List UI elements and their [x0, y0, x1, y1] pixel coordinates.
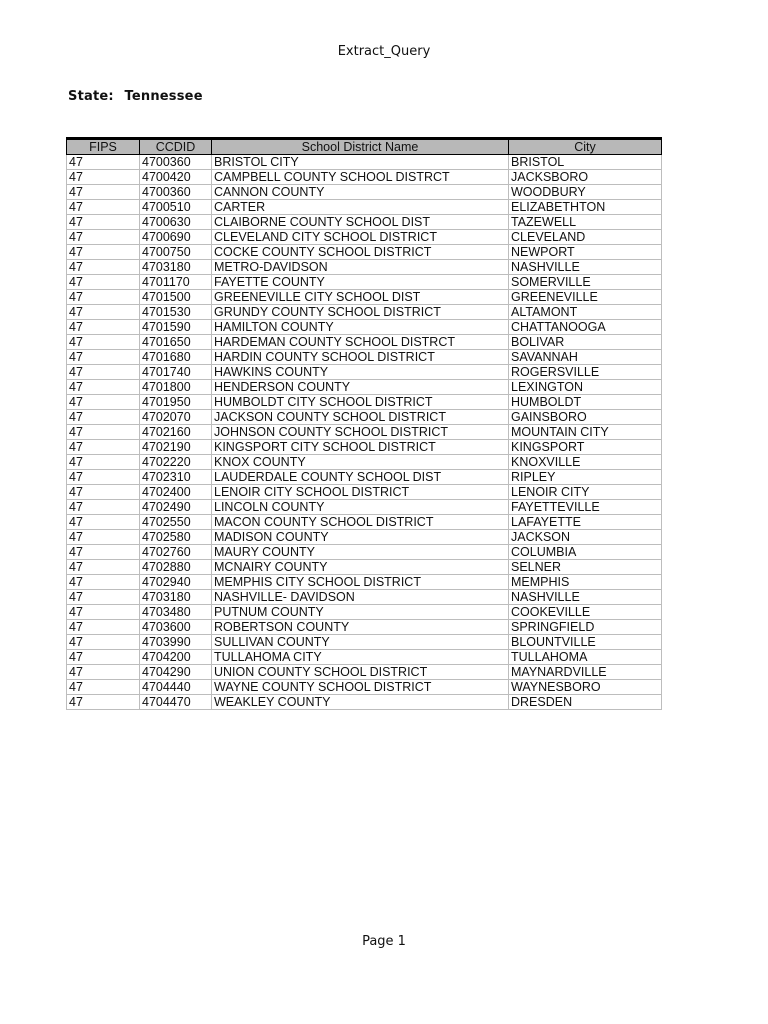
district-name-cell: GREENEVILLE CITY SCHOOL DIST [212, 290, 509, 305]
district-name-cell: JACKSON COUNTY SCHOOL DISTRICT [212, 410, 509, 425]
ccdid-cell: 4702070 [140, 410, 212, 425]
district-name-cell: ROBERTSON COUNTY [212, 620, 509, 635]
city-cell: HUMBOLDT [509, 395, 662, 410]
ccdid-cell: 4700360 [140, 155, 212, 170]
district-name-cell: METRO-DAVIDSON [212, 260, 509, 275]
ccdid-cell: 4702940 [140, 575, 212, 590]
ccdid-cell: 4701170 [140, 275, 212, 290]
city-cell: WAYNESBORO [509, 680, 662, 695]
ccdid-cell: 4703180 [140, 260, 212, 275]
table-row [67, 560, 662, 575]
district-name-cell: LINCOLN COUNTY [212, 500, 509, 515]
table-header [67, 139, 662, 155]
fips-cell: 47 [67, 155, 140, 170]
fips-cell: 47 [67, 665, 140, 680]
district-table [66, 137, 662, 710]
ccdid-cell: 4704440 [140, 680, 212, 695]
column-header-ccdid: CCDID [140, 139, 212, 155]
district-name-cell: MEMPHIS CITY SCHOOL DISTRICT [212, 575, 509, 590]
district-name-cell: MADISON COUNTY [212, 530, 509, 545]
district-name-cell: FAYETTE COUNTY [212, 275, 509, 290]
state-line [68, 89, 203, 104]
ccdid-cell: 4702760 [140, 545, 212, 560]
fips-cell: 47 [67, 635, 140, 650]
table-row [67, 395, 662, 410]
city-cell: BRISTOL [509, 155, 662, 170]
table-row [67, 530, 662, 545]
fips-cell: 47 [67, 575, 140, 590]
city-cell: RIPLEY [509, 470, 662, 485]
table-row [67, 665, 662, 680]
ccdid-cell: 4701680 [140, 350, 212, 365]
ccdid-cell: 4703480 [140, 605, 212, 620]
table-row [67, 230, 662, 245]
table-row [67, 245, 662, 260]
fips-cell: 47 [67, 425, 140, 440]
ccdid-cell: 4700630 [140, 215, 212, 230]
district-name-cell: TULLAHOMA CITY [212, 650, 509, 665]
fips-cell: 47 [67, 560, 140, 575]
table-row [67, 365, 662, 380]
fips-cell: 47 [67, 215, 140, 230]
table-row [67, 320, 662, 335]
ccdid-cell: 4704470 [140, 695, 212, 710]
ccdid-cell: 4702400 [140, 485, 212, 500]
ccdid-cell: 4703600 [140, 620, 212, 635]
table-row [67, 260, 662, 275]
fips-cell: 47 [67, 530, 140, 545]
district-name-cell: KINGSPORT CITY SCHOOL DISTRICT [212, 440, 509, 455]
column-header-school-district-name: School District Name [212, 139, 509, 155]
ccdid-cell: 4700510 [140, 200, 212, 215]
city-cell: TAZEWELL [509, 215, 662, 230]
table-row [67, 470, 662, 485]
fips-cell: 47 [67, 470, 140, 485]
table-row [67, 380, 662, 395]
fips-cell: 47 [67, 275, 140, 290]
city-cell: ALTAMONT [509, 305, 662, 320]
fips-cell: 47 [67, 440, 140, 455]
city-cell: CLEVELAND [509, 230, 662, 245]
ccdid-cell: 4702580 [140, 530, 212, 545]
fips-cell: 47 [67, 545, 140, 560]
column-header-city: City [509, 139, 662, 155]
ccdid-cell: 4700360 [140, 185, 212, 200]
ccdid-cell: 4701650 [140, 335, 212, 350]
city-cell: LENOIR CITY [509, 485, 662, 500]
table-row [67, 590, 662, 605]
fips-cell: 47 [67, 500, 140, 515]
fips-cell: 47 [67, 395, 140, 410]
district-name-cell: CLEVELAND CITY SCHOOL DISTRICT [212, 230, 509, 245]
fips-cell: 47 [67, 200, 140, 215]
fips-cell: 47 [67, 680, 140, 695]
fips-cell: 47 [67, 515, 140, 530]
ccdid-cell: 4704290 [140, 665, 212, 680]
city-cell: FAYETTEVILLE [509, 500, 662, 515]
district-name-cell: CAMPBELL COUNTY SCHOOL DISTRCT [212, 170, 509, 185]
table-row [67, 275, 662, 290]
city-cell: ROGERSVILLE [509, 365, 662, 380]
table-row [67, 425, 662, 440]
table-row [67, 170, 662, 185]
table-row [67, 575, 662, 590]
district-name-cell: COCKE COUNTY SCHOOL DISTRICT [212, 245, 509, 260]
city-cell: BLOUNTVILLE [509, 635, 662, 650]
city-cell: ELIZABETHTON [509, 200, 662, 215]
fips-cell: 47 [67, 290, 140, 305]
city-cell: NASHVILLE [509, 260, 662, 275]
district-name-cell: MCNAIRY COUNTY [212, 560, 509, 575]
ccdid-cell: 4701740 [140, 365, 212, 380]
column-header-fips: FIPS [67, 139, 140, 155]
fips-cell: 47 [67, 170, 140, 185]
district-name-cell: JOHNSON COUNTY SCHOOL DISTRICT [212, 425, 509, 440]
district-name-cell: HARDEMAN COUNTY SCHOOL DISTRCT [212, 335, 509, 350]
table-row [67, 200, 662, 215]
table-row [67, 410, 662, 425]
ccdid-cell: 4701800 [140, 380, 212, 395]
fips-cell: 47 [67, 380, 140, 395]
ccdid-cell: 4702550 [140, 515, 212, 530]
fips-cell: 47 [67, 605, 140, 620]
table-row [67, 695, 662, 710]
city-cell: JACKSON [509, 530, 662, 545]
table-row [67, 305, 662, 320]
table-row [67, 185, 662, 200]
district-name-cell: LAUDERDALE COUNTY SCHOOL DIST [212, 470, 509, 485]
fips-cell: 47 [67, 695, 140, 710]
table-body [67, 155, 662, 710]
fips-cell: 47 [67, 305, 140, 320]
city-cell: TULLAHOMA [509, 650, 662, 665]
district-name-cell: PUTNUM COUNTY [212, 605, 509, 620]
fips-cell: 47 [67, 185, 140, 200]
fips-cell: 47 [67, 260, 140, 275]
fips-cell: 47 [67, 350, 140, 365]
city-cell: SPRINGFIELD [509, 620, 662, 635]
city-cell: BOLIVAR [509, 335, 662, 350]
city-cell: KINGSPORT [509, 440, 662, 455]
table-row [67, 515, 662, 530]
city-cell: CHATTANOOGA [509, 320, 662, 335]
city-cell: GAINSBORO [509, 410, 662, 425]
city-cell: MOUNTAIN CITY [509, 425, 662, 440]
district-name-cell: GRUNDY COUNTY SCHOOL DISTRICT [212, 305, 509, 320]
fips-cell: 47 [67, 230, 140, 245]
table-row [67, 545, 662, 560]
district-name-cell: HAMILTON COUNTY [212, 320, 509, 335]
table-row [67, 440, 662, 455]
district-name-cell: CLAIBORNE COUNTY SCHOOL DIST [212, 215, 509, 230]
city-cell: MAYNARDVILLE [509, 665, 662, 680]
ccdid-cell: 4701530 [140, 305, 212, 320]
ccdid-cell: 4702190 [140, 440, 212, 455]
district-name-cell: HENDERSON COUNTY [212, 380, 509, 395]
ccdid-cell: 4700750 [140, 245, 212, 260]
fips-cell: 47 [67, 320, 140, 335]
city-cell: KNOXVILLE [509, 455, 662, 470]
fips-cell: 47 [67, 410, 140, 425]
fips-cell: 47 [67, 455, 140, 470]
table-row [67, 650, 662, 665]
fips-cell: 47 [67, 485, 140, 500]
district-name-cell: MACON COUNTY SCHOOL DISTRICT [212, 515, 509, 530]
fips-cell: 47 [67, 650, 140, 665]
fips-cell: 47 [67, 245, 140, 260]
ccdid-cell: 4702220 [140, 455, 212, 470]
table-row [67, 635, 662, 650]
ccdid-cell: 4702880 [140, 560, 212, 575]
table-row [67, 680, 662, 695]
fips-cell: 47 [67, 335, 140, 350]
ccdid-cell: 4701950 [140, 395, 212, 410]
city-cell: COOKEVILLE [509, 605, 662, 620]
report-title: Extract_Query [337, 44, 431, 59]
fips-cell: 47 [67, 620, 140, 635]
district-name-cell: WAYNE COUNTY SCHOOL DISTRICT [212, 680, 509, 695]
city-cell: COLUMBIA [509, 545, 662, 560]
ccdid-cell: 4702490 [140, 500, 212, 515]
ccdid-cell: 4701590 [140, 320, 212, 335]
table-row [67, 350, 662, 365]
fips-cell: 47 [67, 590, 140, 605]
ccdid-cell: 4700420 [140, 170, 212, 185]
city-cell: GREENEVILLE [509, 290, 662, 305]
table-row [67, 290, 662, 305]
district-name-cell: HAWKINS COUNTY [212, 365, 509, 380]
ccdid-cell: 4702160 [140, 425, 212, 440]
table-row [67, 620, 662, 635]
city-cell: NEWPORT [509, 245, 662, 260]
table-row [67, 485, 662, 500]
ccdid-cell: 4702310 [140, 470, 212, 485]
city-cell: SAVANNAH [509, 350, 662, 365]
state-value: Tennessee [124, 89, 203, 104]
district-name-cell: UNION COUNTY SCHOOL DISTRICT [212, 665, 509, 680]
ccdid-cell: 4704200 [140, 650, 212, 665]
district-name-cell: HARDIN COUNTY SCHOOL DISTRICT [212, 350, 509, 365]
table-row [67, 605, 662, 620]
table-row [67, 455, 662, 470]
state-label: State: [68, 89, 114, 104]
district-name-cell: WEAKLEY COUNTY [212, 695, 509, 710]
table-row [67, 500, 662, 515]
city-cell: NASHVILLE [509, 590, 662, 605]
page-number: Page 1 [362, 934, 406, 949]
district-name-cell: MAURY COUNTY [212, 545, 509, 560]
district-name-cell: NASHVILLE- DAVIDSON [212, 590, 509, 605]
ccdid-cell: 4703180 [140, 590, 212, 605]
ccdid-cell: 4700690 [140, 230, 212, 245]
district-name-cell: HUMBOLDT CITY SCHOOL DISTRICT [212, 395, 509, 410]
table-row [67, 335, 662, 350]
city-cell: WOODBURY [509, 185, 662, 200]
district-name-cell: CARTER [212, 200, 509, 215]
district-name-cell: SULLIVAN COUNTY [212, 635, 509, 650]
fips-cell: 47 [67, 365, 140, 380]
district-name-cell: KNOX COUNTY [212, 455, 509, 470]
district-name-cell: BRISTOL CITY [212, 155, 509, 170]
city-cell: DRESDEN [509, 695, 662, 710]
table-row [67, 215, 662, 230]
district-name-cell: LENOIR CITY SCHOOL DISTRICT [212, 485, 509, 500]
ccdid-cell: 4701500 [140, 290, 212, 305]
table-row [67, 155, 662, 170]
city-cell: JACKSBORO [509, 170, 662, 185]
city-cell: LEXINGTON [509, 380, 662, 395]
district-name-cell: CANNON COUNTY [212, 185, 509, 200]
city-cell: SOMERVILLE [509, 275, 662, 290]
city-cell: MEMPHIS [509, 575, 662, 590]
city-cell: LAFAYETTE [509, 515, 662, 530]
city-cell: SELNER [509, 560, 662, 575]
ccdid-cell: 4703990 [140, 635, 212, 650]
header-row [67, 139, 662, 155]
